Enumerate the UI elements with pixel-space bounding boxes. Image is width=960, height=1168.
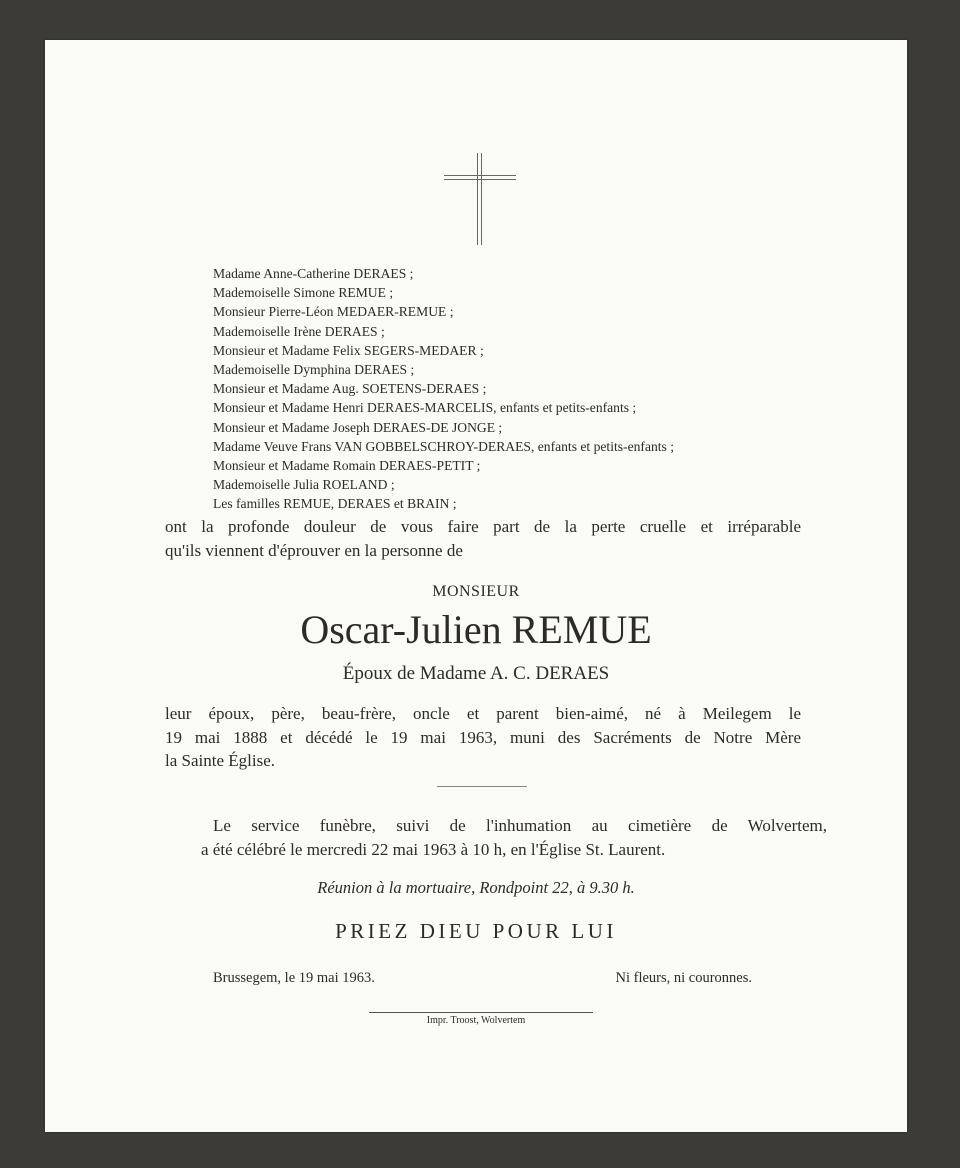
place-date: Brussegem, le 19 mai 1963. (213, 970, 375, 986)
reunion-info: Réunion à la mortuaire, Rondpoint 22, à 9.30 h. (317, 878, 635, 897)
family-member: Monsieur et Madame Felix SEGERS-MEDAER ; (213, 342, 484, 358)
deceased-name: Oscar-Julien REMUE (300, 607, 652, 652)
funeral-card (45, 40, 907, 1132)
family-member: Monsieur et Madame Joseph DERAES-DE JONGE ; (213, 419, 503, 435)
family-member: Mademoiselle Dymphina DERAES ; (213, 362, 415, 378)
service-info: Le service funèbre, suivi de l'inhumation au cimetière de Wolvertem, a été célébré le mercredi 22 mai 1963 à 10 h, en l'Église St. Laurent. (201, 816, 827, 859)
honorific: MONSIEUR (432, 583, 520, 600)
family-member: Monsieur et Madame Aug. SOETENS-DERAES ; (213, 381, 487, 397)
family-member: Mademoiselle Julia ROELAND ; (213, 477, 395, 493)
spouse-line: Époux de Madame A. C. DERAES (342, 663, 610, 684)
divider (437, 786, 527, 787)
family-list (213, 264, 674, 514)
family-member: Les familles REMUE, DERAES et BRAIN ; (213, 496, 457, 512)
deceased-description: leur époux, père, beau-frère, oncle et parent bien-aimé, né à Meilegem le 19 mai 1888 et décédé le 19 mai 1963, muni des Sacréments de Notre Mère la Sainte Église. (165, 704, 801, 770)
family-member: Monsieur et Madame Henri DERAES-MARCELIS, enfants et petits-enfants ; (213, 400, 637, 416)
printer-credit: Impr. Troost, Wolvertem (426, 1015, 526, 1026)
announcement-text: ont la profonde douleur de vous faire part de la perte cruelle et irréparable qu'ils viennent d'éprouver en la personne de (165, 517, 801, 560)
family-member: Mademoiselle Simone REMUE ; (213, 285, 394, 301)
prayer-line: PRIEZ DIEU POUR LUI (335, 919, 617, 943)
family-member: Mademoiselle Irène DERAES ; (213, 323, 385, 339)
printer-divider (369, 1012, 593, 1013)
cross-icon (444, 153, 516, 245)
family-member: Madame Anne-Catherine DERAES ; (213, 266, 414, 281)
family-member: Madame Veuve Frans VAN GOBBELSCHROY-DERAES, enfants et petits-enfants ; (213, 438, 675, 454)
flowers-note: Ni fleurs, ni couronnes. (615, 970, 752, 986)
family-member: Monsieur et Madame Romain DERAES-PETIT ; (213, 458, 481, 474)
family-member: Monsieur Pierre-Léon MEDAER-REMUE ; (213, 304, 454, 320)
